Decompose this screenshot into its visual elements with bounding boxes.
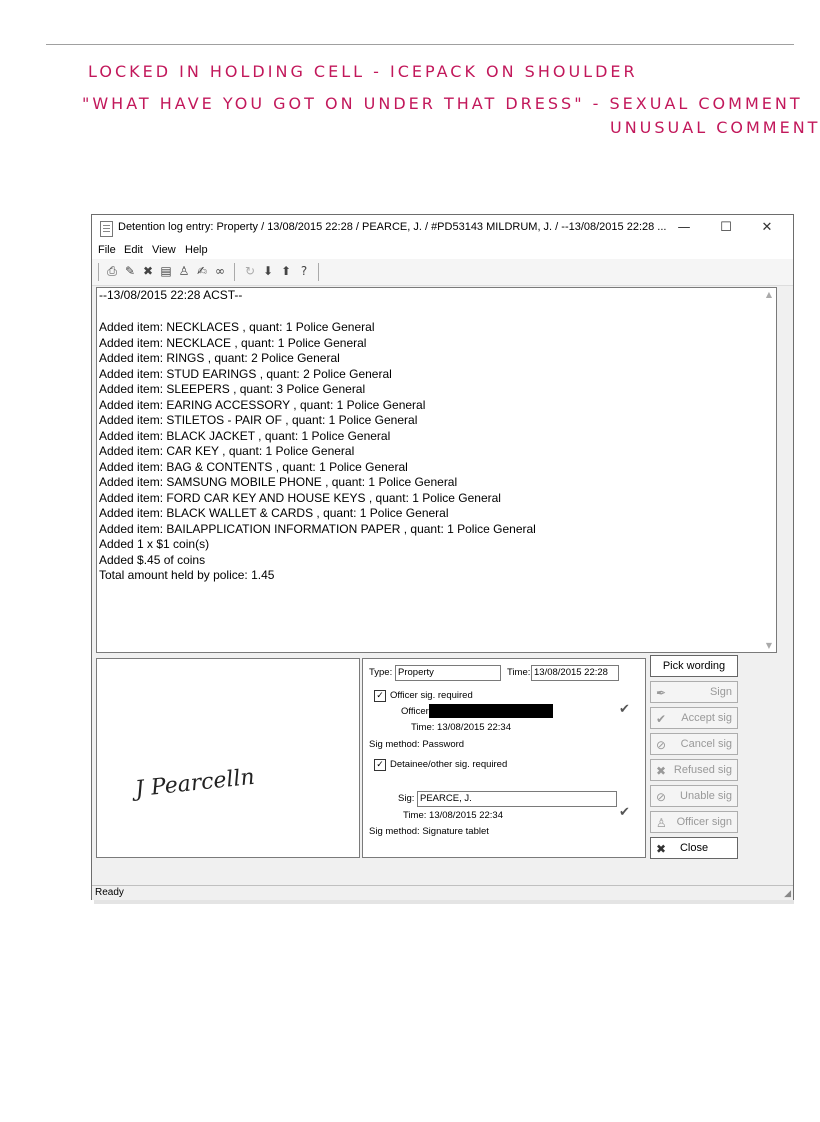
log-line: Added item: BLACK WALLET & CARDS , quant: 1 Police General: [99, 506, 449, 520]
pick-wording-label: Pick wording: [662, 660, 726, 672]
detention-log-window: [91, 214, 794, 900]
type-label: Type:: [369, 667, 393, 678]
window-title: Detention log entry: Property / 13/08/2015 22:28 / PEARCE, J. / #PD53143 MILDRUM, J. / --13/08/2015 22:28 ...: [118, 221, 667, 233]
unable-icon: ⊘: [656, 790, 667, 804]
down-arrow-icon[interactable]: ⬇: [262, 264, 274, 278]
log-line: Added item: NECKLACES , quant: 1 Police General: [99, 320, 375, 334]
refused-sig-button[interactable]: [650, 759, 738, 781]
menu-help[interactable]: Help: [185, 244, 208, 256]
menu-bar: [92, 241, 793, 259]
time-field[interactable]: 13/08/2015 22:28: [531, 665, 619, 681]
officer-sign-label: Officer sign: [676, 816, 732, 828]
status-text: Ready: [95, 887, 124, 898]
status-bar: [92, 885, 793, 900]
edit-icon[interactable]: ✎: [124, 264, 136, 278]
pick-wording-button[interactable]: [650, 655, 738, 677]
toolbar-separator: [318, 263, 319, 281]
officer-label: Officer: [401, 706, 429, 717]
log-line: Added item: BAG & CONTENTS , quant: 1 Police General: [99, 459, 408, 474]
detainee-sig-required-label: Detainee/other sig. required: [390, 759, 508, 770]
title-bar: [92, 215, 793, 241]
log-text-area[interactable]: [96, 287, 777, 653]
close-button[interactable]: [650, 837, 738, 859]
document-icon: [100, 221, 113, 237]
detainee-sig-method: Sig method: Signature tablet: [369, 826, 489, 837]
redacted-officer-name: [429, 704, 553, 718]
maximize-button[interactable]: ☐: [720, 220, 732, 235]
log-line: Added item: STUD EARINGS , quant: 2 Police General: [99, 366, 392, 381]
accept-sig-button[interactable]: [650, 707, 738, 729]
signature-details-panel: [362, 658, 646, 858]
log-line: Added item: STILETOS - PAIR OF , quant: 1 Police General: [99, 413, 418, 427]
unable-sig-label: Unable sig: [680, 790, 732, 802]
minimize-button[interactable]: —: [677, 220, 691, 235]
close-icon: ✖: [656, 842, 667, 856]
menu-edit[interactable]: Edit: [124, 244, 143, 256]
log-line: Total amount held by police: 1.45: [99, 568, 275, 582]
resize-grip-icon[interactable]: ◢: [784, 889, 791, 899]
handcuffs-icon[interactable]: ∞: [215, 264, 225, 278]
officer-sign-button[interactable]: [650, 811, 738, 833]
log-line: Added 1 x $1 coin(s): [99, 537, 210, 551]
up-arrow-icon[interactable]: ⬆: [280, 264, 292, 278]
signature-pad: [96, 658, 360, 858]
cancel-sig-label: Cancel sig: [680, 738, 732, 750]
officer-sig-checkbox[interactable]: ✓: [374, 690, 386, 702]
window-shadow: [94, 900, 794, 904]
cancel-icon: ⊘: [656, 738, 667, 752]
toolbar-separator: [234, 263, 235, 281]
officer-sig-required-label: Officer sig. required: [390, 690, 473, 701]
refresh-icon[interactable]: ↻: [244, 264, 256, 278]
help-icon[interactable]: ?: [300, 264, 308, 278]
log-line: Added item: BAILAPPLICATION INFORMATION PAPER , quant: 1 Police General: [99, 521, 536, 536]
log-line: Added item: EARING ACCESSORY , quant: 1 Police General: [99, 397, 426, 412]
officer-sig-method: Sig method: Password: [369, 739, 465, 750]
handwritten-note-line-3: UNUSUAL COMMENT: [610, 118, 820, 137]
scroll-up-icon[interactable]: ▲: [765, 290, 772, 299]
sign-button[interactable]: [650, 681, 738, 703]
accept-sig-label: Accept sig: [681, 712, 732, 724]
scroll-down-icon[interactable]: ▼: [765, 641, 772, 650]
cancel-sig-button[interactable]: [650, 733, 738, 755]
officer-icon: ♙: [656, 816, 667, 830]
officer-icon[interactable]: ♙: [178, 264, 190, 278]
print-icon[interactable]: ⎙: [107, 264, 117, 278]
toolbar-separator: [98, 263, 99, 281]
type-field[interactable]: Property: [395, 665, 501, 681]
delete-icon[interactable]: ✖: [142, 264, 154, 278]
officer-checkmark-icon: ✔: [619, 702, 630, 717]
log-line: --13/08/2015 22:28 ACST--: [99, 288, 243, 302]
detainee-sig-time: Time: 13/08/2015 22:34: [403, 810, 503, 821]
menu-file[interactable]: File: [98, 244, 116, 256]
time-label: Time:: [507, 667, 531, 678]
sig-label: Sig:: [398, 793, 415, 804]
officer-sig-time: Time: 13/08/2015 22:34: [411, 722, 511, 733]
sign-icon[interactable]: ✍: [196, 264, 208, 278]
toolbar: [92, 259, 793, 286]
refused-sig-label: Refused sig: [673, 764, 732, 776]
unable-sig-button[interactable]: [650, 785, 738, 807]
log-line: Added item: NECKLACE , quant: 1 Police General: [99, 335, 367, 350]
handwritten-note-line-2: "WHAT HAVE YOU GOT ON UNDER THAT DRESS" - SEXUAL COMMENT: [82, 94, 803, 113]
checkmark-icon: ✔: [656, 712, 667, 726]
refused-icon: ✖: [656, 764, 667, 778]
detainee-sig-checkbox[interactable]: ✓: [374, 759, 386, 771]
detainee-checkmark-icon: ✔: [619, 805, 630, 820]
top-rule: [46, 44, 794, 45]
log-line: Added item: CAR KEY , quant: 1 Police General: [99, 444, 355, 458]
signature-image: J Pearcelln: [134, 764, 256, 803]
log-line: Added item: BLACK JACKET , quant: 1 Police General: [99, 428, 391, 443]
pen-icon: ✒: [656, 686, 667, 700]
log-line: Added item: FORD CAR KEY AND HOUSE KEYS , quant: 1 Police General: [99, 490, 501, 505]
menu-view[interactable]: View: [152, 244, 176, 256]
log-line: Added $.45 of coins: [99, 552, 206, 567]
close-window-button[interactable]: ✕: [761, 220, 773, 235]
notes-icon[interactable]: ▤: [160, 264, 172, 278]
handwritten-note-line-1: LOCKED IN HOLDING CELL - ICEPACK ON SHOULDER: [88, 62, 638, 81]
log-line: Added item: RINGS , quant: 2 Police General: [99, 351, 340, 365]
log-line: Added item: SLEEPERS , quant: 3 Police General: [99, 382, 366, 396]
sig-name-field[interactable]: PEARCE, J.: [417, 791, 617, 807]
sign-label: Sign: [709, 686, 732, 698]
close-label: Close: [679, 842, 709, 854]
log-line: Added item: SAMSUNG MOBILE PHONE , quant: 1 Police General: [99, 475, 458, 489]
